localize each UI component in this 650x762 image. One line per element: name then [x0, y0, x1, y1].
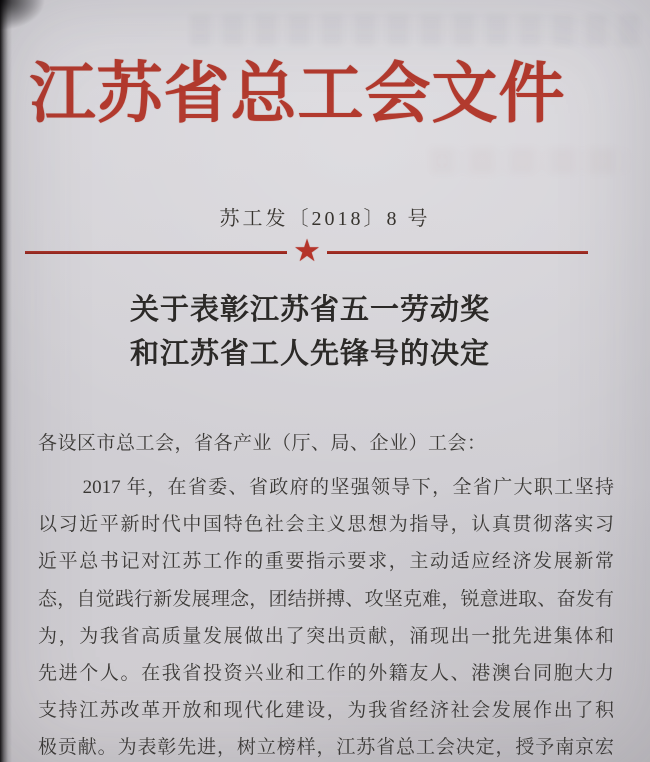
page-bleedthrough-mid: [430, 148, 630, 174]
page-bleedthrough-top: [190, 14, 642, 46]
photo-left-edge-shadow: [0, 0, 12, 762]
divider-rule-right: [327, 251, 588, 254]
photo-top-left-corner-shadow: [0, 0, 70, 46]
paragraph-line: 支持江苏改革开放和现代化建设，为我省经济社会发展作出了积: [38, 700, 614, 722]
salutation-line: 各设区市总工会，省各产业（厅、局、企业）工会：: [38, 433, 487, 454]
document-body: [38, 425, 614, 762]
divider-rule-left: [25, 251, 287, 254]
document-title-line1: 关于表彰江苏省五一劳动奖: [129, 294, 490, 326]
paragraph-line: 近平总书记对江苏工作的重要指示要求，主动适应经济发展新常: [38, 551, 614, 573]
paragraph-line: 先进个人。在我省投资兴业和工作的外籍友人、港澳台同胞大力: [38, 663, 614, 685]
paragraph-line: 以习近平新时代中国特色社会主义思想为指导，认真贯彻落实习: [38, 514, 614, 536]
masthead-title: 江苏省总工会文件: [29, 58, 566, 131]
document-number: 苏工发〔2018〕8 号: [219, 208, 431, 230]
star-icon: ★: [293, 233, 321, 268]
paragraph-line: 态，自觉践行新发展理念，团结拼搏、攻坚克难，锐意进取、奋发有: [38, 588, 614, 610]
paragraph-line: 2017 年，在省委、省政府的坚强领导下，全省广大职工坚持: [82, 477, 614, 498]
masthead-divider: [25, 233, 588, 268]
document-title-line2: 和江苏省工人先锋号的决定: [129, 338, 490, 370]
paragraph-line: 极贡献。为表彰先进，树立榜样，江苏省总工会决定，授予南京宏: [38, 737, 614, 759]
paragraph-line: 为，为我省高质量发展做出了突出贡献，涌现出一批先进集体和: [38, 625, 614, 647]
document-title: [0, 288, 620, 376]
